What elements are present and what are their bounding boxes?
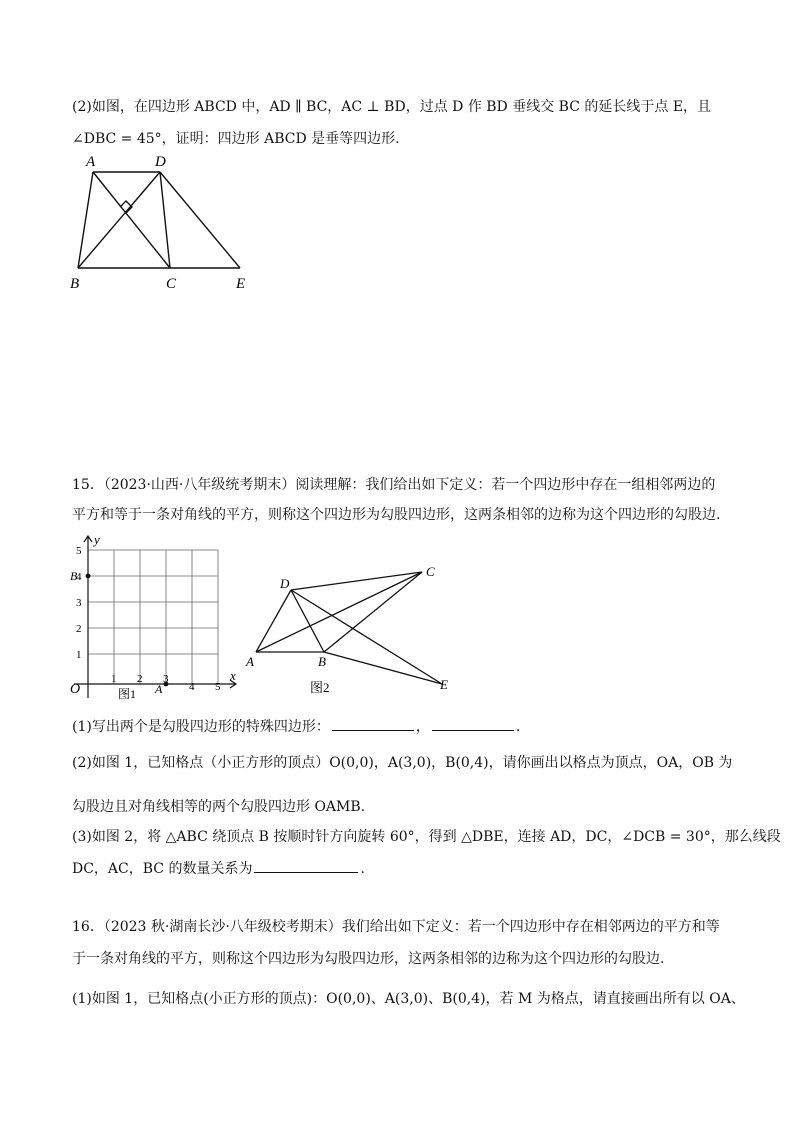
label-c: C: [426, 564, 435, 579]
answer-blank-1[interactable]: [332, 716, 414, 731]
y-tick-4: 4: [76, 571, 82, 583]
label-a: A: [155, 682, 163, 696]
q15-part3-text: DC，AC，BC 的数量关系为: [72, 861, 253, 877]
label-b: B: [70, 569, 78, 583]
label-d: D: [155, 154, 166, 170]
y-axis-label: y: [94, 532, 100, 547]
segment-ad: [256, 590, 291, 652]
quadrilateral-abcde-figure: [60, 150, 300, 300]
q16-line2: 于一条对角线的平方，则称这个四边形为勾股四边形，这两条相邻的边称为这个四边形的勾股边.: [72, 951, 665, 967]
q14-part2-line2: ∠DBC = 45°，证明：四边形 ABCD 是垂等四边形.: [72, 131, 400, 147]
q15-part2-line1: (2)如图 1，已知格点（小正方形的顶点）O(0,0)，A(3,0)，B(0,4)，请你画出以格点为顶点，OA，OB 为: [72, 755, 733, 771]
x-tick-4: 4: [189, 681, 195, 693]
label-a: A: [86, 154, 96, 170]
x-tick-5: 5: [215, 681, 221, 693]
x-axis-label: x: [230, 668, 236, 683]
label-b: B: [70, 276, 80, 292]
y-tick-5: 5: [76, 545, 82, 557]
y-tick-2: 2: [76, 623, 82, 635]
q15-part1-separator: ，: [415, 719, 430, 735]
q15-part1: [72, 716, 520, 738]
figure1-caption: 图1: [118, 687, 137, 701]
label-e: E: [440, 677, 448, 692]
y-tick-1: 1: [76, 649, 82, 661]
origin-label: O: [70, 682, 81, 697]
q16-line1: 16．（2023 秋·湖南长沙·八年级校考期末）我们给出如下定义：若一个四边形中存在相邻两边的平方和等: [72, 919, 720, 935]
q15-part3-line1: (3)如图 2，将 △ABC 绕顶点 B 按顺时针方向旋转 60°，得到 △DBE，连接 AD，DC，∠DCB = 30°，那么线段: [72, 829, 781, 845]
diagonal-ac: [93, 172, 170, 268]
point-b: [86, 574, 91, 579]
label-a: A: [246, 654, 254, 669]
q15-part1-text: (1)写出两个是勾股四边形的特殊四边形：: [72, 719, 330, 735]
figure1-grid: [64, 530, 254, 705]
label-b: B: [318, 654, 326, 669]
q14-part2-line1: (2)如图，在四边形 ABCD 中，AD ∥ BC，AC ⊥ BD，过点 D 作 BD 垂线交 BC 的延长线于点 E，且: [72, 99, 712, 115]
segment-be: [324, 652, 442, 684]
label-e: E: [236, 276, 246, 292]
q15-part3-end: .: [360, 861, 365, 877]
answer-blank-3[interactable]: [254, 858, 358, 873]
q15-part3-line2: [72, 858, 365, 880]
label-d: D: [280, 576, 290, 591]
q16-part1: (1)如图 1，已知格点(小正方形的顶点)：O(0,0)、A(3,0)、B(0,4)，若 M 为格点，请直接画出所有以 OA、: [72, 991, 745, 1007]
figure2-rotation: [236, 560, 466, 700]
label-c: C: [166, 276, 177, 292]
segment-de: [291, 590, 442, 684]
x-tick-3: 3: [163, 673, 169, 685]
x-tick-1: 1: [111, 673, 117, 685]
y-tick-3: 3: [76, 597, 82, 609]
q15-line2: 平方和等于一条对角线的平方，则称这个四边形为勾股四边形，这两条相邻的边称为这个四边形的勾股边.: [72, 507, 721, 523]
x-tick-2: 2: [137, 673, 143, 685]
figure2-caption: 图2: [310, 680, 330, 695]
answer-blank-2[interactable]: [432, 716, 514, 731]
q15-part2-line2: 勾股边且对角线相等的两个勾股四边形 OAMB.: [72, 799, 366, 815]
segment-dc: [160, 172, 170, 268]
segment-de: [160, 172, 240, 268]
q15-part1-end: .: [515, 719, 521, 735]
q15-line1: 15．（2023·山西·八年级统考期末）阅读理解：我们给出如下定义：若一个四边形中存在一组相邻两边的: [72, 477, 716, 493]
